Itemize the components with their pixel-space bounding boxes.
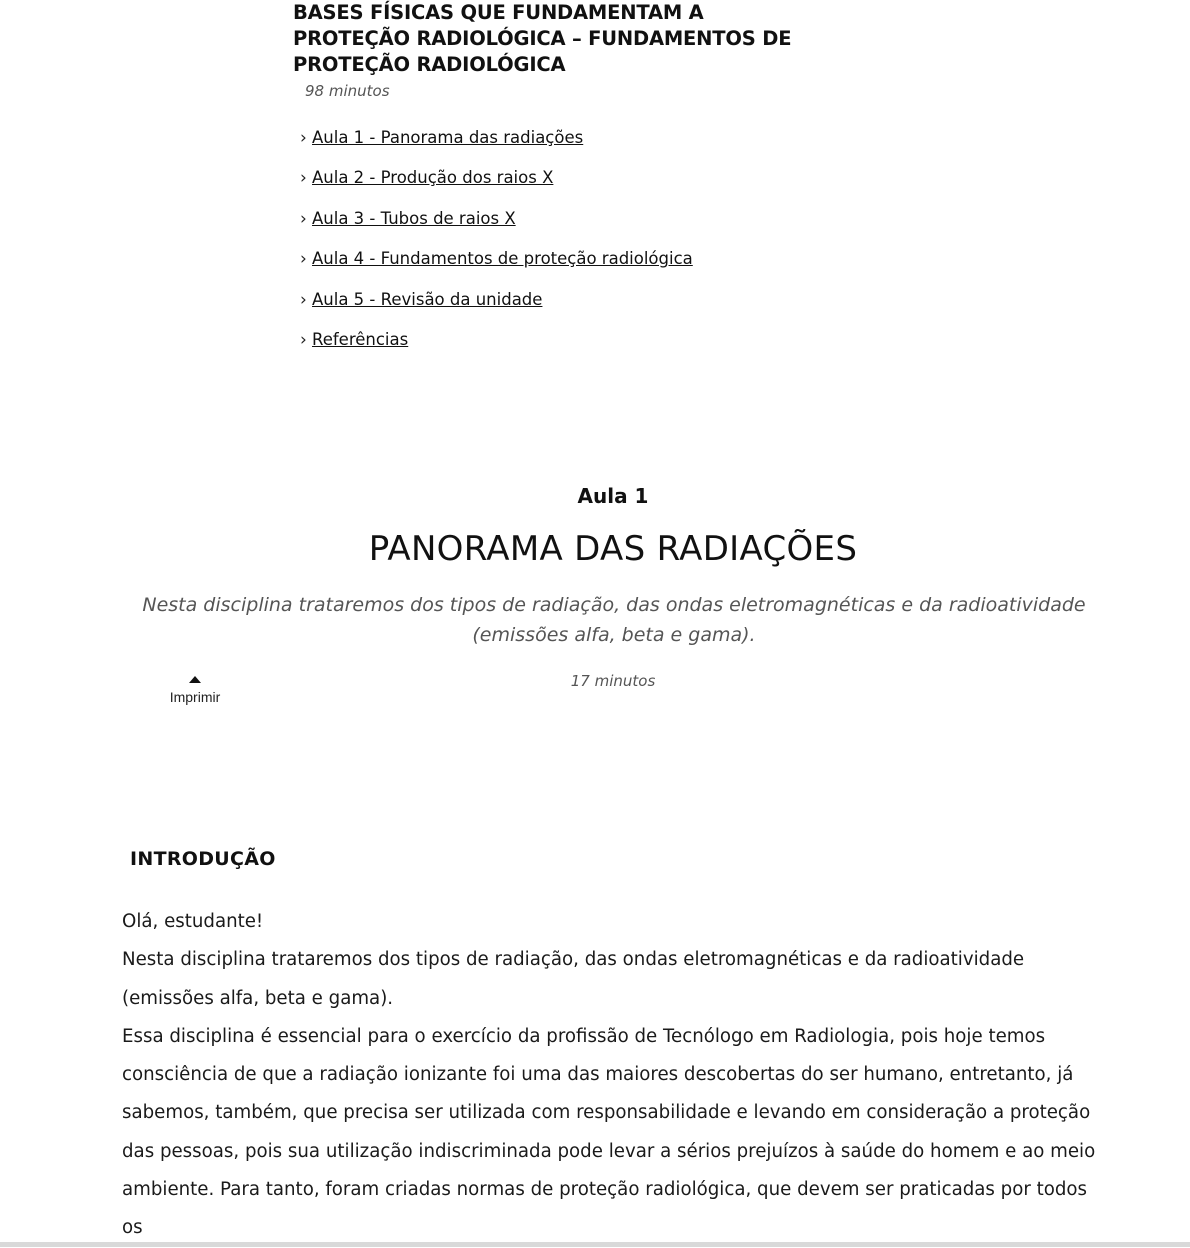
chevron-right-icon: › [300, 329, 307, 350]
toc-link-aula-1[interactable]: Aula 1 - Panorama das radiações [312, 128, 584, 147]
toc-link-aula-4[interactable]: Aula 4 - Fundamentos de proteção radiológica [312, 249, 693, 269]
bottom-divider [0, 1242, 1190, 1247]
caret-up-icon [189, 676, 201, 683]
print-label: Imprimir [169, 689, 221, 705]
intro-paragraph: Nesta disciplina trataremos dos tipos de radiação, das ondas eletromagnéticas e da radioatividade (emissões alfa, beta e gama). [122, 949, 1025, 1009]
lesson-title: PANORAMA DAS RADIAÇÕES [368, 529, 858, 569]
toc-link-aula-5[interactable]: Aula 5 - Revisão da unidade [312, 289, 543, 309]
intro-paragraph: Olá, estudante! [122, 911, 264, 932]
toc-item-referencias [300, 329, 693, 369]
chevron-right-icon: › [300, 128, 307, 148]
chevron-right-icon: › [300, 208, 307, 229]
course-duration: 98 minutos [305, 82, 390, 100]
chevron-right-icon: › [300, 249, 307, 270]
intro-paragraph: Essa disciplina é essencial para o exercício da profissão de Tecnólogo em Radiologia, pois hoje temos consciência de que a radiação ionizante foi uma das maiores descobertas do ser humano, entretanto, já sabemos, também, que precisa ser utilizada com responsabilidade e levando em consideração a proteção das pessoas, pois sua utilização indiscriminada pode levar a sérios prejuízos à saúde do homem e ao meio ambiente. Para tanto, foram criadas normas de proteção radiológica, que devem ser praticadas por todos os [122, 1025, 1096, 1239]
chevron-right-icon: › [300, 289, 307, 310]
course-title: BASES FÍSICAS QUE FUNDAMENTAM A PROTEÇÃO RADIOLÓGICA – FUNDAMENTOS DE PROTEÇÃO RADIOLÓGICA [293, 1, 792, 76]
toc-link-referencias[interactable]: Referências [312, 329, 409, 349]
section-heading-introducao: INTRODUÇÃO [130, 848, 276, 870]
table-of-contents [300, 127, 693, 369]
intro-body [122, 903, 1107, 1248]
toc-item-aula-1 [300, 127, 693, 167]
chevron-right-icon: › [300, 168, 307, 189]
lesson-duration: 17 minutos [570, 672, 656, 690]
print-button[interactable] [160, 676, 230, 705]
lesson-subtitle: Nesta disciplina trataremos dos tipos de radiação, das ondas eletromagnéticas e da radioatividade (emissões alfa, beta e gama). [142, 594, 1086, 646]
toc-item-aula-2 [300, 167, 693, 207]
toc-item-aula-4 [300, 248, 693, 288]
toc-item-aula-5 [300, 289, 693, 329]
toc-link-aula-2[interactable]: Aula 2 - Produção dos raios X [312, 168, 554, 188]
toc-item-aula-3 [300, 208, 693, 248]
toc-link-aula-3[interactable]: Aula 3 - Tubos de raios X [312, 208, 516, 228]
lesson-number: Aula 1 [577, 484, 649, 508]
